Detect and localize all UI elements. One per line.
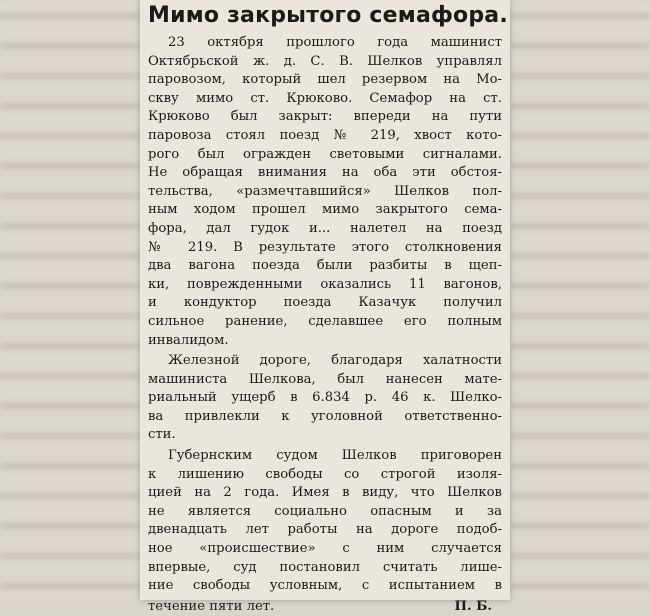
- article-body: [148, 34, 502, 596]
- article-paragraph: [148, 352, 502, 445]
- final-line: течение пяти лет.: [148, 598, 275, 614]
- author-signature: П. Б.: [454, 598, 492, 614]
- article-line: впервые, суд постановил считать лише-: [148, 559, 502, 575]
- article-line: рого был огражден световыми сигналами.: [148, 146, 502, 162]
- article-line: Губернским судом Шелков приговорен: [168, 448, 502, 464]
- newspaper-clipping: [140, 0, 510, 614]
- article-line: сти.: [148, 427, 176, 443]
- article-paragraph: [148, 34, 502, 350]
- article-line: сильное ранение, сделавшее его полным: [148, 313, 502, 329]
- closing-row: [148, 598, 502, 616]
- article-paragraph: [148, 447, 502, 596]
- article-line: ва привлекли к уголовной ответственно-: [148, 408, 502, 424]
- article-line: скву мимо ст. Крюково. Семафор на ст.: [148, 90, 502, 106]
- article-line: фора, дал гудок и... налетел на поезд: [148, 220, 502, 236]
- article-line: ки, поврежденными оказались 11 вагонов,: [148, 276, 502, 292]
- blurred-background-right: [510, 0, 650, 600]
- article-line: двенадцать лет работы на дороге подоб-: [148, 522, 502, 538]
- article-line: инвалидом.: [148, 332, 229, 348]
- article-line: Октябрьской ж. д. С. В. Шелков управлял: [148, 53, 502, 69]
- article-line: и кондуктор поезда Казачук получил: [148, 295, 502, 311]
- article-line: риальный ущерб в 6.834 р. 46 к. Шелко-: [148, 390, 502, 406]
- article-line: Крюково был закрыт: впереди на пути: [148, 109, 502, 125]
- article-line: Не обращая внимания на оба эти обстоя-: [148, 165, 502, 181]
- article-line: паровоза стоял поезд № 219, хвост кото-: [148, 127, 502, 143]
- article-line: 23 октября прошлого года машинист: [168, 35, 502, 50]
- article-line: Железной дороге, благодаря халатности: [168, 353, 502, 369]
- article-line: № 219. В результате этого столкновения: [148, 239, 502, 255]
- article-line: ние свободы условным, с испытанием в: [148, 578, 502, 594]
- article-line: тельства, «размечтавшийся» Шелков пол-: [148, 183, 502, 199]
- article-line: два вагона поезда были разбиты в щеп-: [148, 258, 502, 274]
- article-line: ное «происшествие» с ним случается: [148, 541, 502, 557]
- article-line: к лишению свободы со строгой изоля-: [148, 466, 502, 482]
- article-line: паровозом, который шел резервом на Мо-: [148, 72, 502, 88]
- blurred-background-left: [0, 0, 140, 600]
- article-line: машиниста Шелкова, был нанесен мате-: [148, 371, 502, 387]
- article-title: Мимо закрытого семафора.: [148, 3, 508, 28]
- article-line: ным ходом прошел мимо закрытого сема-: [148, 202, 502, 218]
- article-line: цией на 2 года. Имея в виду, что Шелков: [148, 485, 502, 501]
- article-line: не является социально опасным и за: [148, 503, 502, 519]
